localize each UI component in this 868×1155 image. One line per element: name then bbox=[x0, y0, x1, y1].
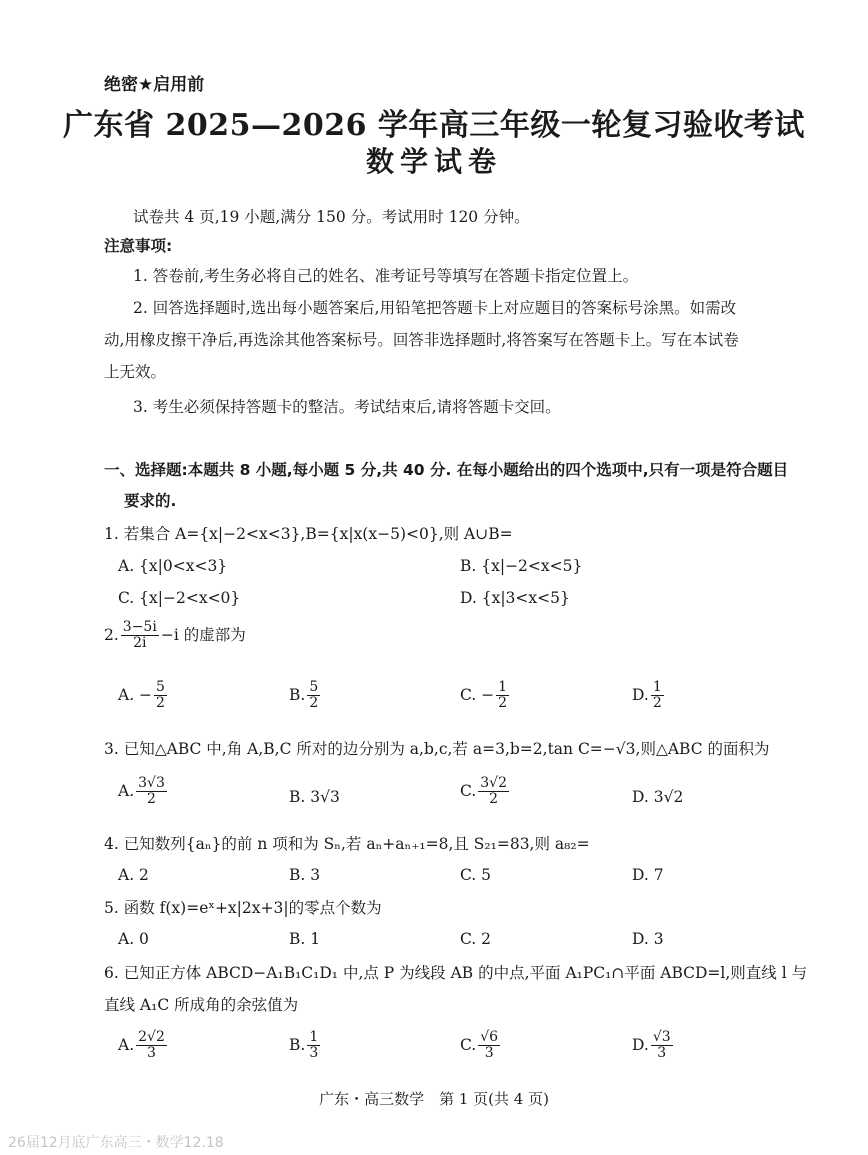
question-1-stem: 1. 若集合 A={x|−2<x<3},B={x|x(x−5)<0},则 A∪B= bbox=[104, 525, 513, 543]
confidential-mark: 绝密★启用前 bbox=[104, 75, 205, 95]
question-6-option-c bbox=[460, 1030, 502, 1060]
option-fraction bbox=[307, 680, 320, 710]
question-3-option-c bbox=[460, 776, 511, 806]
option-fraction bbox=[496, 680, 509, 710]
option-fraction bbox=[478, 776, 509, 806]
question-5-option-c: C. 2 bbox=[460, 930, 492, 948]
numerator: 5 bbox=[309, 679, 319, 695]
question-1-option-b: B. {x|−2<x<5} bbox=[460, 557, 583, 575]
section-1-heading-cont: 要求的. bbox=[124, 492, 177, 510]
question-1-option-c: C. {x|−2<x<0} bbox=[118, 589, 241, 607]
question-2-fraction-numerator: 3−5i bbox=[122, 619, 157, 635]
option-label: C. bbox=[460, 782, 477, 801]
option-label: A. bbox=[118, 782, 135, 801]
numerator: 1 bbox=[498, 679, 508, 695]
question-2-option-a bbox=[118, 680, 169, 710]
numerator: 1 bbox=[652, 679, 662, 695]
numerator: 3√2 bbox=[480, 775, 507, 791]
notes-heading: 注意事项: bbox=[104, 237, 173, 255]
option-fraction bbox=[478, 1030, 500, 1060]
numerator: 3√3 bbox=[138, 775, 165, 791]
question-2-stem-rest: −i 的虚部为 bbox=[160, 626, 246, 645]
note-2-line-2: 动,用橡皮擦干净后,再选涂其他答案标号。回答非选择题时,将答案写在答题卡上。写在本试卷 bbox=[104, 331, 739, 349]
exam-subtitle: 数学试卷 bbox=[365, 145, 502, 178]
denominator: 2 bbox=[147, 790, 156, 807]
numerator: 5 bbox=[156, 679, 165, 695]
question-6-option-a bbox=[118, 1030, 169, 1060]
option-fraction bbox=[307, 1030, 320, 1060]
question-2-fraction-denominator: 2i bbox=[133, 634, 147, 651]
option-fraction bbox=[651, 1030, 673, 1060]
question-2-option-b bbox=[289, 680, 322, 710]
exam-title: 广东省 2025—2026 学年高三年级一轮复习验收考试 bbox=[63, 108, 805, 143]
note-1: 1. 答卷前,考生务必将自己的姓名、准考证号等填写在答题卡指定位置上。 bbox=[133, 267, 639, 285]
section-1-heading: 一、选择题:本题共 8 小题,每小题 5 分,共 40 分. 在每小题给出的四个选项中,只有一项是符合题目 bbox=[104, 461, 789, 479]
question-5-option-a: A. 0 bbox=[118, 930, 149, 948]
question-1-option-d: D. {x|3<x<5} bbox=[460, 589, 570, 607]
denominator: 2 bbox=[498, 694, 508, 711]
denominator: 2 bbox=[156, 694, 165, 711]
question-4-option-c: C. 5 bbox=[460, 866, 492, 884]
note-2-line-3: 上无效。 bbox=[104, 363, 167, 381]
denominator: 3 bbox=[484, 1044, 494, 1061]
option-fraction bbox=[136, 776, 167, 806]
exam-intro: 试卷共 4 页,19 小题,满分 150 分。考试用时 120 分钟。 bbox=[133, 208, 530, 226]
numerator: 1 bbox=[309, 1029, 319, 1045]
note-3: 3. 考生必须保持答题卡的整洁。考试结束后,请将答题卡交回。 bbox=[133, 398, 561, 416]
question-2-option-c bbox=[460, 680, 511, 710]
question-4-option-b: B. 3 bbox=[289, 866, 321, 884]
question-4-stem: 4. 已知数列{aₙ}的前 n 项和为 Sₙ,若 aₙ+aₙ₊₁=8,且 S₂₁=83,则 a₈₂= bbox=[104, 835, 590, 853]
question-6-option-b bbox=[289, 1030, 322, 1060]
watermark: 26届12月底广东高三・数学12.18 bbox=[8, 1135, 224, 1151]
option-label: D. bbox=[632, 1036, 649, 1055]
question-6-stem-line-1: 6. 已知正方体 ABCD−A₁B₁C₁D₁ 中,点 P 为线段 AB 的中点,平面 A₁PC₁∩平面 ABCD=l,则直线 l 与 bbox=[104, 964, 808, 982]
numerator: √3 bbox=[652, 1029, 671, 1045]
denominator: 2 bbox=[309, 694, 319, 711]
option-label: C. − bbox=[460, 686, 495, 705]
option-fraction bbox=[136, 1030, 167, 1060]
question-3-option-b: B. 3√3 bbox=[289, 788, 340, 806]
question-2-number: 2. bbox=[104, 626, 119, 645]
option-label: A. − bbox=[118, 686, 153, 705]
denominator: 3 bbox=[309, 1044, 319, 1061]
question-3-stem: 3. 已知△ABC 中,角 A,B,C 所对的边分别为 a,b,c,若 a=3,b=2,tan C=−√3,则△ABC 的面积为 bbox=[104, 740, 770, 758]
note-2-line-1: 2. 回答选择题时,选出每小题答案后,用铅笔把答题卡上对应题目的答案标号涂黑。如需改 bbox=[133, 299, 737, 317]
page-footer: 广东・高三数学 第 1 页(共 4 页) bbox=[319, 1090, 549, 1108]
question-6-stem-line-2: 直线 A₁C 所成角的余弦值为 bbox=[104, 996, 299, 1014]
option-label: B. bbox=[289, 686, 306, 705]
numerator: √6 bbox=[480, 1029, 499, 1045]
denominator: 3 bbox=[657, 1044, 667, 1061]
numerator: 2√2 bbox=[138, 1029, 165, 1045]
question-5-option-d: D. 3 bbox=[632, 930, 664, 948]
question-4-option-d: D. 7 bbox=[632, 866, 664, 884]
option-label: C. bbox=[460, 1036, 477, 1055]
question-1-option-a: A. {x|0<x<3} bbox=[118, 557, 228, 575]
question-2-stem bbox=[104, 620, 246, 650]
option-label: D. bbox=[632, 686, 649, 705]
question-4-option-a: A. 2 bbox=[118, 866, 149, 884]
denominator: 3 bbox=[147, 1044, 156, 1061]
denominator: 2 bbox=[652, 694, 662, 711]
option-label: A. bbox=[118, 1036, 135, 1055]
option-label: B. bbox=[289, 1036, 306, 1055]
question-2-fraction bbox=[121, 620, 159, 650]
question-6-option-d bbox=[632, 1030, 675, 1060]
question-5-stem: 5. 函数 f(x)=eˣ+x|2x+3|的零点个数为 bbox=[104, 899, 382, 917]
question-5-option-b: B. 1 bbox=[289, 930, 321, 948]
denominator: 2 bbox=[489, 790, 499, 807]
question-3-option-a bbox=[118, 776, 169, 806]
question-2-option-d bbox=[632, 680, 666, 710]
question-3-option-d: D. 3√2 bbox=[632, 788, 684, 806]
option-fraction bbox=[651, 680, 664, 710]
option-fraction bbox=[154, 680, 167, 710]
